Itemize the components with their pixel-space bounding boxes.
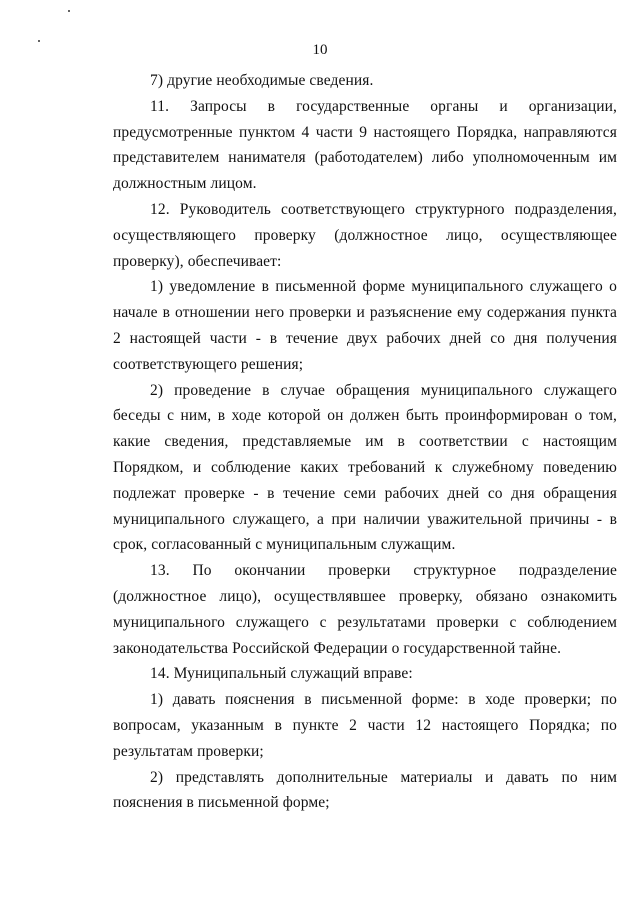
paragraph-clause-12-item-1: 1) уведомление в письменной форме муниципального служащего о начале в отношении него проверки и разъяснение ему содержания пункта 2 настоящей части - в течение двух рабочих дней со дня получения соответствующего решения; bbox=[113, 278, 617, 373]
paragraph-clause-14-item-1: 1) давать пояснения в письменной форме: в ходе проверки; по вопросам, указанным в пункте 2 части 12 настоящего Порядка; по результатам проверки; bbox=[113, 691, 617, 760]
paragraph-clause-11: 11. Запросы в государственные органы и организации, предусмотренные пунктом 4 части 9 настоящего Порядка, направляются представителем нанимателя (работодателем) либо уполномоченным им должностным лицом. bbox=[113, 97, 617, 193]
paragraph-clause-14: 14. Муниципальный служащий вправе: bbox=[150, 665, 413, 683]
document-body bbox=[113, 68, 617, 816]
page-number: 10 bbox=[312, 42, 328, 58]
scan-speck bbox=[68, 10, 70, 12]
paragraph-clause-12: 12. Руководитель соответствующего структурного подразделения, осуществляющего проверку (должностное лицо, осуществляющее проверку), обеспечивает: bbox=[113, 200, 617, 270]
paragraph-item-7: 7) другие необходимые сведения. bbox=[150, 72, 374, 89]
paragraph-clause-12-item-2: 2) проведение в случае обращения муниципального служащего беседы с ним, в ходе которой он должен быть проинформирован о том, какие сведения, представляемые им в соответствии с настоящим Порядком, и соблюдение каких требований к служебному поведению подлежат проверке - в течение семи рабочих дней со дня обращения муниципального служащего, а при наличии уважительной причины - в срок, согласованный с муниципальным служащим. bbox=[113, 381, 617, 554]
paragraph-clause-13: 13. По окончании проверки структурное подразделение (должностное лицо), осуществлявшее проверку, обязано ознакомить муниципального служащего с результатами проверки с соблюдением законодательства Российской Федерации о государственной тайне. bbox=[113, 562, 617, 657]
paragraph-clause-14-item-2: 2) представлять дополнительные материалы и давать по ним пояснения в письменной форме; bbox=[113, 768, 617, 812]
